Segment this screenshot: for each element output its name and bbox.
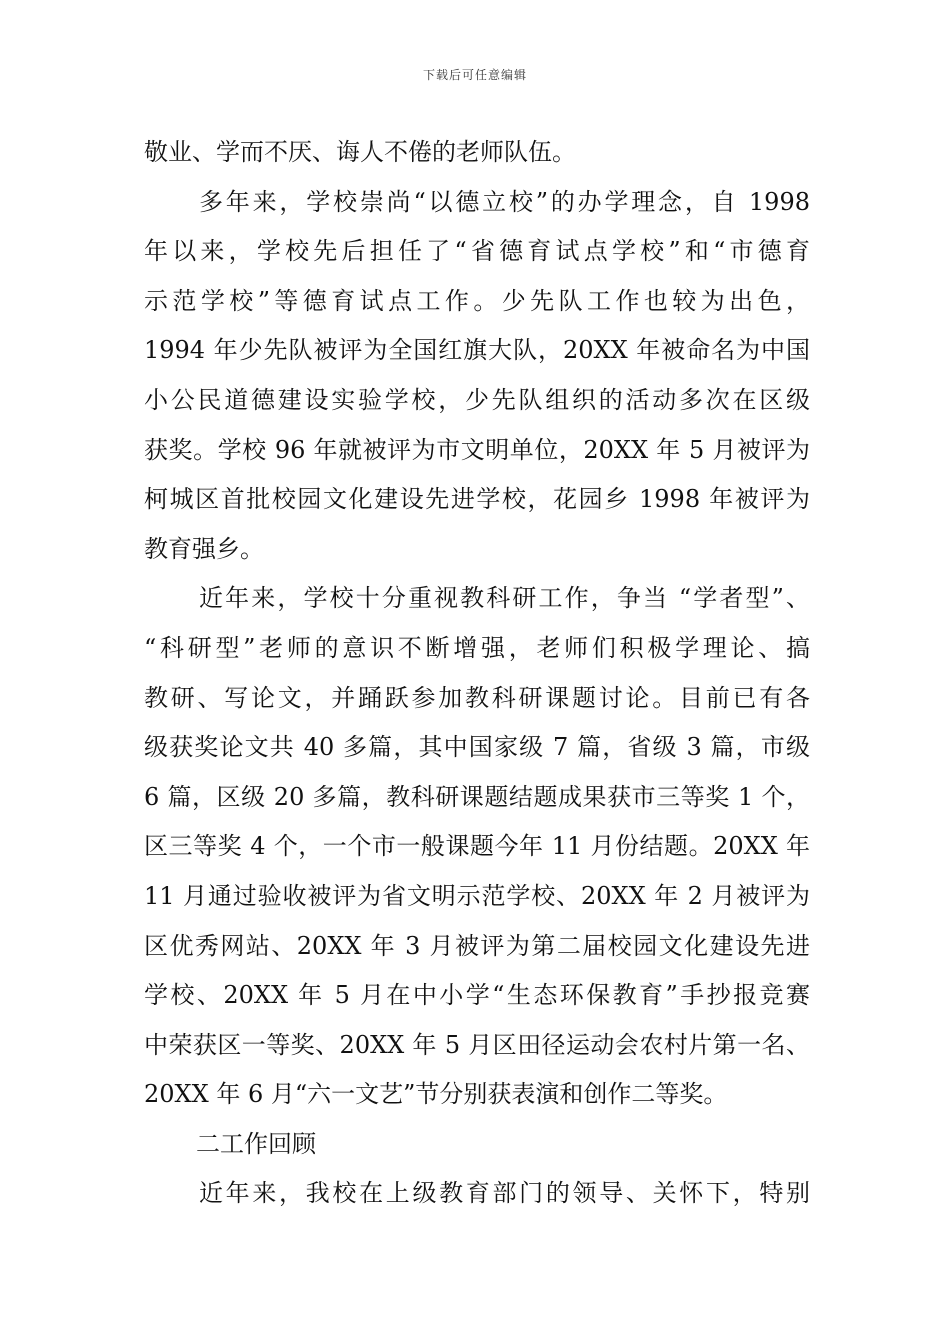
page-header: 下载后可任意编辑 <box>422 68 527 82</box>
text-line: 区优秀网站、20XX 年 3 月被评为第二届校园文化建设先进 <box>144 931 810 960</box>
section-heading: 二工作回顾 <box>196 1129 316 1158</box>
text-line: 获奖。学校 96 年就被评为市文明单位，20XX 年 5 月被评为 <box>144 435 810 464</box>
text-line: 中荣获区一等奖、20XX 年 5 月区田径运动会农村片第一名、 <box>144 1030 810 1059</box>
text-line: 年以来，学校先后担任了“省德育试点学校”和“市德育 <box>144 237 810 266</box>
text-line: 教研、写论文，并踊跃参加教科研课题讨论。目前已有各 <box>144 683 810 712</box>
text-line: 近年来，学校十分重视教科研工作，争当 “学者型”、 <box>199 584 810 613</box>
text-line: 多年来，学校崇尚“以德立校”的办学理念，自 1998 <box>199 187 810 216</box>
text-line: 近年来，我校在上级教育部门的领导、关怀下，特别 <box>199 1179 810 1208</box>
text-line: 柯城区首批校园文化建设先进学校，花园乡 1998 年被评为 <box>144 485 810 514</box>
text-line: “科研型”老师的意识不断增强，老师们积极学理论、搞 <box>144 633 810 662</box>
text-line: 级获奖论文共 40 多篇，其中国家级 7 篇，省级 3 篇，市级 <box>144 733 810 762</box>
document-body <box>144 128 810 1219</box>
text-line: 小公民道德建设实验学校，少先队组织的活动多次在区级 <box>144 385 810 414</box>
text-line: 教育强乡。 <box>144 534 264 563</box>
text-line: 区三等奖 4 个，一个市一般课题今年 11 月份结题。20XX 年 <box>144 832 810 861</box>
text-line: 示范学校”等德育试点工作。少先队工作也较为出色， <box>144 286 810 315</box>
text-line: 敬业、学而不厌、诲人不倦的老师队伍。 <box>144 138 576 166</box>
text-line: 学校、20XX 年 5 月在中小学“生态环保教育”手抄报竞赛 <box>144 981 810 1010</box>
text-line: 20XX 年 6 月“六一文艺”节分别获表演和创作二等奖。 <box>144 1080 728 1109</box>
text-line: 6 篇，区级 20 多篇，教科研课题结题成果获市三等奖 1 个， <box>144 782 810 811</box>
text-line: 1994 年少先队被评为全国红旗大队，20XX 年被命名为中国 <box>144 336 810 365</box>
text-line: 11 月通过验收被评为省文明示范学校、20XX 年 2 月被评为 <box>144 881 810 910</box>
